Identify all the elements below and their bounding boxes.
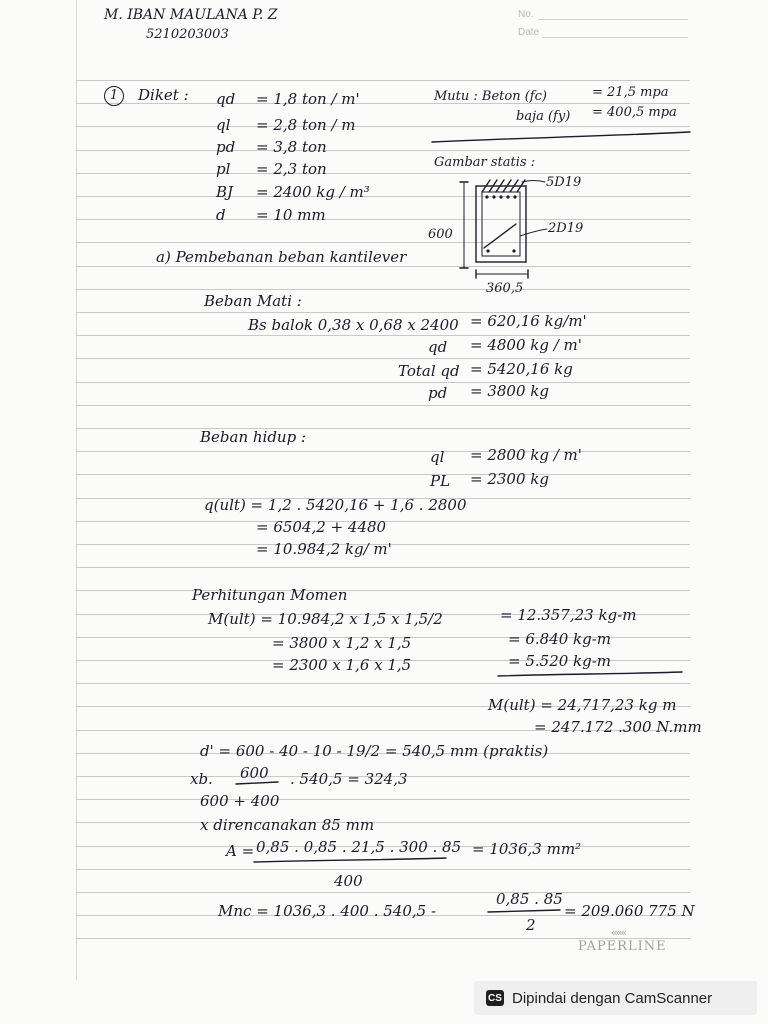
a-numerator: 0,85 . 0,85 . 21,5 . 300 . 85: [256, 838, 462, 856]
steel-label: baja (fy): [516, 109, 571, 124]
xb-denominator: 600 + 400: [200, 792, 280, 810]
given-ql-name: ql: [216, 116, 231, 134]
camscanner-text: Dipindai dengan CamScanner: [512, 989, 713, 1007]
given-qd-name: qd: [216, 90, 236, 108]
dead-row-3-label: Total qd: [398, 362, 460, 380]
top-bars-label: 5D19: [546, 175, 582, 190]
given-label: Diket :: [138, 86, 189, 104]
stirrup-diagonal: [484, 224, 516, 248]
moment-row-3-value: = 5.520 kg-m: [508, 652, 612, 670]
mn-fraction-bar: [488, 910, 560, 912]
given-bj-name: BJ: [216, 183, 234, 201]
live-load-heading: Beban hidup :: [200, 428, 307, 446]
no-label: No.: [518, 9, 534, 20]
camscanner-icon: CS: [486, 990, 504, 1006]
bottom-bars-leader: [520, 229, 547, 236]
xb-label: xb.: [190, 770, 213, 788]
moment-total-1: M(ult) = 24,717,23 kg m: [488, 696, 677, 714]
moment-sum-underline: [498, 672, 682, 676]
live-row-2-label: PL: [430, 472, 451, 490]
mn-value: = 209.060 775 N: [564, 902, 695, 920]
live-row-1-value: = 2800 kg / m': [470, 446, 582, 464]
given-pd-value: = 3,8 ton: [256, 138, 327, 156]
a-label: A =: [226, 842, 255, 860]
xb-numerator: 600: [240, 764, 269, 782]
dead-row-3-value: = 5420,16 kg: [470, 360, 573, 378]
moment-total-2: = 247.172 .300 N.mm: [534, 718, 702, 736]
paperline-logo-mark: «««: [610, 926, 626, 939]
dead-row-4-value: = 3800 kg: [470, 382, 549, 400]
moment-heading: Perhitungan Momen: [192, 586, 348, 604]
camscanner-watermark: [474, 981, 757, 1015]
dead-row-4-label: pd: [428, 384, 448, 402]
a-value: = 1036,3 mm²: [472, 840, 582, 858]
moment-row-2-value: = 6.840 kg-m: [508, 630, 612, 648]
given-pl-value: = 2,3 ton: [256, 160, 327, 178]
width-label: 360,5: [486, 281, 524, 296]
bottom-bars-label: 2D19: [548, 221, 584, 236]
dead-row-2-label: qd: [428, 338, 448, 356]
qult-line-1: q(ult) = 1,2 . 5420,16 + 1,6 . 2800: [204, 496, 467, 514]
live-row-1-label: ql: [430, 448, 445, 466]
qult-line-3: = 10.984,2 kg/ m': [256, 540, 392, 558]
paperline-brand: [578, 926, 667, 954]
dead-row-1-value: = 620,16 kg/m': [470, 312, 587, 330]
paperline-logo-text: PAPERLINE: [578, 939, 667, 954]
x-note: x direncanakan 85 mm: [200, 816, 375, 834]
given-ql-value: = 2,8 ton / m: [256, 116, 356, 134]
xb-rest: . 540,5 = 324,3: [290, 770, 408, 788]
d-line: d' = 600 - 40 - 10 - 19/2 = 540,5 mm (praktis): [200, 742, 549, 760]
mn-numerator: 0,85 . 85: [496, 890, 563, 908]
given-pd-name: pd: [216, 138, 236, 156]
material-label: Mutu : Beton (fc): [434, 89, 547, 104]
height-label: 600: [428, 227, 453, 242]
figure-title: Gambar statis :: [434, 155, 536, 170]
student-name: M. IBAN MAULANA P. Z: [104, 7, 278, 23]
given-pl-name: pl: [216, 160, 231, 178]
a-denominator: 400: [334, 872, 363, 890]
materials-underline: [432, 132, 690, 142]
top-bars-leader: [522, 181, 545, 183]
problem-number: 1: [104, 86, 124, 106]
date-label: Date: [518, 27, 540, 38]
given-d-value: = 10 mm: [256, 206, 326, 224]
mn-denominator: 2: [526, 916, 536, 934]
moment-row-1-value: = 12.357,23 kg-m: [500, 606, 637, 624]
a-fraction-bar: [254, 858, 446, 862]
dead-load-heading: Beban Mati :: [204, 292, 302, 310]
dead-row-1-label: Bs balok 0,38 x 0,68 x 2400: [248, 316, 459, 334]
live-row-2-value: = 2300 kg: [470, 470, 549, 488]
moment-row-2-expr: = 3800 x 1,2 x 1,5: [272, 634, 412, 652]
xb-fraction-bar: [236, 782, 278, 784]
stirrup-outline: [482, 192, 520, 256]
given-d-name: d: [216, 206, 226, 224]
given-bj-value: = 2400 kg / m³: [256, 183, 370, 201]
given-qd-value: = 1,8 ton / m': [256, 90, 360, 108]
moment-row-1-expr: M(ult) = 10.984,2 x 1,5 x 1,5/2: [208, 610, 443, 628]
dead-row-2-value: = 4800 kg / m': [470, 336, 582, 354]
qult-line-2: = 6504,2 + 4480: [256, 518, 387, 536]
student-id: 5210203003: [146, 27, 229, 42]
moment-row-3-expr: = 2300 x 1,6 x 1,5: [272, 656, 412, 674]
mn-label: Mnc = 1036,3 . 400 . 540,5 -: [218, 902, 437, 920]
fy-value: = 400,5 mpa: [592, 105, 677, 120]
fc-value: = 21,5 mpa: [592, 85, 669, 100]
part-a-heading: a) Pembebanan beban kantilever: [156, 248, 407, 266]
